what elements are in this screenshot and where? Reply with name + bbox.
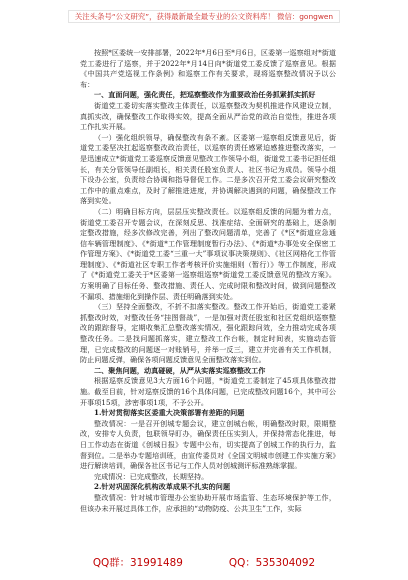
paragraph: （三）坚持全面整改，不折不扣落实整改。整改工作开始后，街道党工委紧抓整改时效，对整改任务“挂图督战”，一是加强对责任股室和社区党组织巡察整改的跟踪督导，定期收集汇总整改落实情况，强化跟踪问效，全力推动完成各项整改任务。二是找问题抓落实，建立整改工作台帐，制定时间表，实施动态管理，已完成整改的问题逐一对账销号，并举一反三，建立并完善有关工作机制，防止问题反弹，确保各项问题反馈意见全面整改落实到位。 xyxy=(80,302,336,365)
paragraph: 根据巡察反馈意见3大方面16个问题，*街道党工委制定了45项具体整改措施。截至目前，针对巡察反馈的16个具体问题，已完成整改问题16个，其中可公开事项15项，涉密事项1项，不予公开。 xyxy=(80,376,336,407)
section-heading: 一、直面问题，强化责任，把巡察整改作为重要政治任务抓紧抓实抓好 xyxy=(94,90,316,100)
subsection-heading: 2.针对巩固深化机构改革成果不扎实的问题 xyxy=(94,482,231,492)
paragraph: 整改情况：一是召开创城专题会议，建立创城台帐，明确整改时限，限期整改，安排专人负责，包联领导盯办，确保责任压实到人，并保持常态化推进，每日工作动态在街道《创城日报》专题中公布，切实提高了创城工作的执行力，监督到位。二是举办专题培训班，由宣传委员对《全国文明城市创建工作实施方案》进行解读培训，确保各社区书记与工作人员对创城测评标准熟练掌握。 xyxy=(80,418,336,471)
paragraph: （二）明确目标方向，层层压实整改责任。以巡察组反馈的问题为着力点，街道党工委召开专题会议，在深刻反思、找准症结、全面研究的基础上，逐条制定整改措施，经多次修改完善，列出了整改问题清单，完善了《*区*街道应急通信车辆管理制度》、《*街道*工作管理制度暂行办法》、《*街道*办事处安全保密工作管理方案》、《*街道党工委“三重一大”事项议事决策规则》、《社区网格化工作管理制度》、《*街道社区专职工作者考核评价实施细则（暂行）》等工作制度，形成了《*街道党工委关于*区委第一巡察组巡察*街道党工委反馈意见的整改方案》。方案明确了目标任务、整改措施、责任人、完成时限和整改时间，做到问题整改不漏项、措施细化到操作层、责任明确落到实处。 xyxy=(80,206,336,301)
footer-qq: QQ：535304092 xyxy=(228,557,316,569)
banner-text: 关注头条号“公文研究”，获得最新最全最专业的公文资料库！ 微信：gongwen xyxy=(68,10,340,23)
paragraph: （一）强化组织领导，确保整改有条不紊。区委第一巡察组反馈意见后，街道党工委坚决扛起巡察整改政治责任，以巡察的责任感紧迫感推进整改落实，一是迅速成立*街道党工委巡察反馈意见整改工作领导小组，街道党工委书记担任组长，有关分管领导任副组长，相关责任股室负责人、社区书记为成员。领导小组下设办公室，负责综合协调和指导督促工作。二是多次召开党工委会议研究整改工作中的重点难点，及时了解推进进度，并协调解决遇到的问题，确保整改工作落到实处。 xyxy=(80,132,336,206)
subsection-heading: 1.针对贯彻落实区委重大决策部署有差距的问题 xyxy=(94,408,245,418)
section-heading: 二、聚焦问题，动真碰硬，从严从实落实巡察整改工作 xyxy=(94,365,266,375)
paragraph: 按照*区委统一安排部署，2022年*月6日至*月6日，区委第一巡察组对*街道党工委进行了巡察，并于2022年*月14日向*街道党工委反馈了巡察意见。根据《中国共产党巡视工作条例》和巡察工作有关要求，现将巡察整改情况予以公布： xyxy=(80,48,336,89)
document-body xyxy=(80,48,336,551)
footer-contacts xyxy=(0,556,408,570)
paragraph: 完成情况：已完成整改，长期坚持。 xyxy=(94,471,209,481)
paragraph: 街道党工委切实落实整改主体责任，以巡察整改为契机推进作风建设立制，真抓实改，确保整改工作取得实效，提高全面从严治党的政治自觉性，推进各项工作扎实开展。 xyxy=(80,100,336,132)
top-banner xyxy=(0,0,408,30)
paragraph: 整改情况：针对城市管理办公室协助开展市场监管、生态环境保护等工作，但该办未开展过具体工作，应承担的“动物防疫、公共卫生”工作，实际 xyxy=(80,492,336,513)
footer-qq-group: QQ群：31991489 xyxy=(92,557,183,569)
